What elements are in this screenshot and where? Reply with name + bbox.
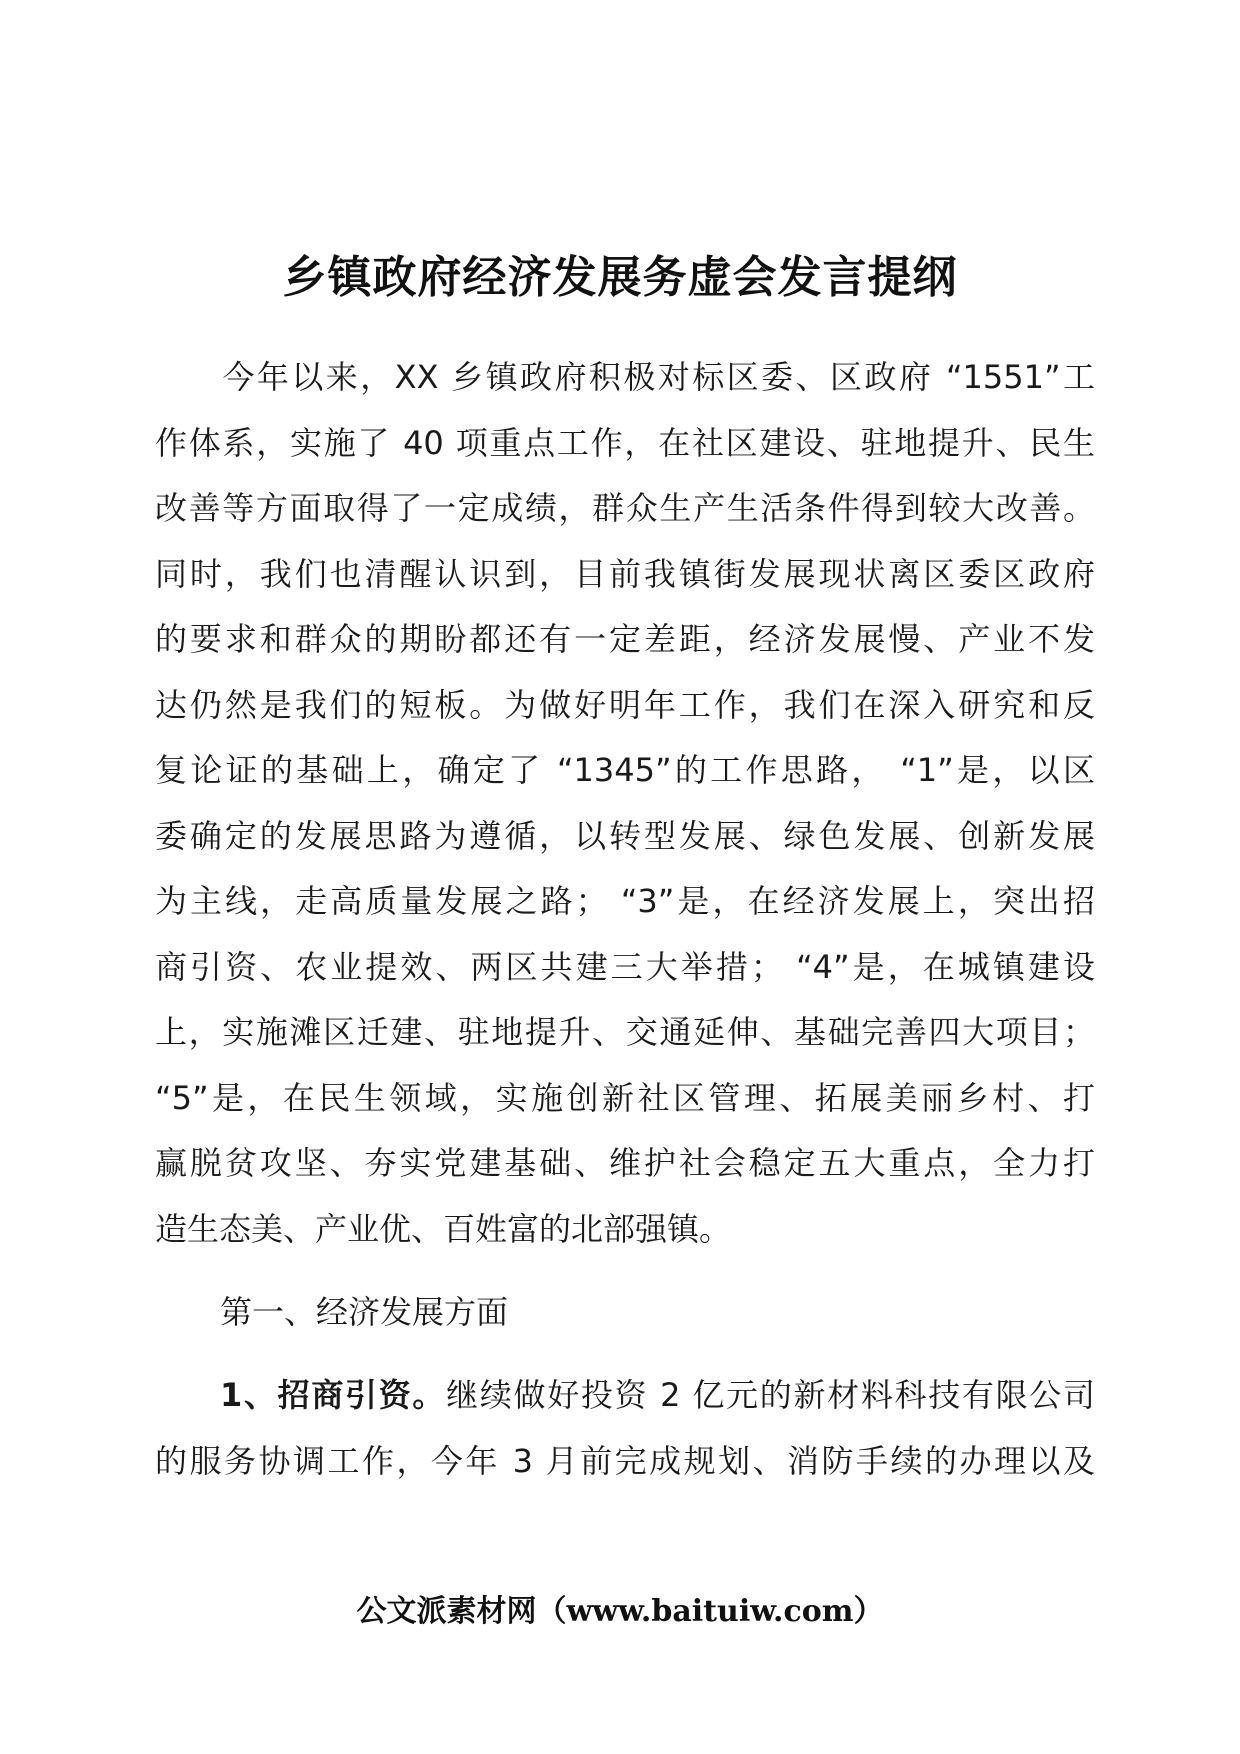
- paragraph-line: 造生态美、产业优、百姓富的北部强镇。: [155, 1209, 732, 1248]
- paragraph-line: [155, 345, 1095, 411]
- paragraph-line: 的服务协调工作，今年 3 月前完成规划、消防手续的办理以及: [155, 1441, 1095, 1480]
- paragraph-line: “5”是，在民生领域，实施创新社区管理、拓展美丽乡村、打: [155, 1078, 1095, 1117]
- intro-paragraph: [155, 345, 1095, 1262]
- footer-source: 公文派素材网（www.baituiw.com）: [356, 1594, 884, 1629]
- paragraph-line: 委确定的发展思路为遵循，以转型发展、绿色发展、创新发展: [155, 816, 1095, 855]
- paragraph-line: 改善等方面取得了一定成绩，群众生产生活条件得到较大改善。: [155, 489, 1095, 527]
- paragraph-line: 的要求和群众的期盼都还有一定差距，经济发展慢、产业不发: [155, 620, 1095, 658]
- paragraph-line: 复论证的基础上，确定了 “1345”的工作思路， “1”是，以区: [155, 751, 1095, 789]
- paragraph-line: 赢脱贫攻坚、夯实党建基础、维护社会稳定五大重点，全力打: [155, 1144, 1095, 1182]
- paragraph-line: [155, 1363, 1095, 1429]
- document-title: 乡镇政府经济发展务虚会发言提纲: [282, 252, 958, 303]
- paragraph-line: 为主线，走高质量发展之路； “3”是，在经济发展上，突出招: [155, 882, 1095, 920]
- paragraph-line: 作体系，实施了 40 项重点工作，在社区建设、驻地提升、民生: [155, 423, 1095, 462]
- item-heading: 1、招商引资。: [220, 1376, 447, 1414]
- paragraph-line: 商引资、农业提效、两区共建三大举措； “4”是，在城镇建设: [155, 947, 1095, 986]
- paragraph-line-text: 今年以来，XX 乡镇政府积极对标区委、区政府 “1551”工: [220, 358, 1095, 396]
- paragraph-line: 上，实施滩区迁建、驻地提升、交通延伸、基础完善四大项目；: [155, 1013, 1095, 1051]
- section-heading: 第一、经济发展方面: [220, 1293, 509, 1331]
- paragraph-line: 达仍然是我们的短板。为做好明年工作，我们在深入研究和反: [155, 685, 1095, 724]
- item-paragraph: [155, 1363, 1095, 1494]
- paragraph-line-text: 继续做好投资 2 亿元的新材料科技有限公司: [446, 1376, 1095, 1414]
- paragraph-line: 同时，我们也清醒认识到，目前我镇街发展现状离区委区政府: [155, 554, 1095, 593]
